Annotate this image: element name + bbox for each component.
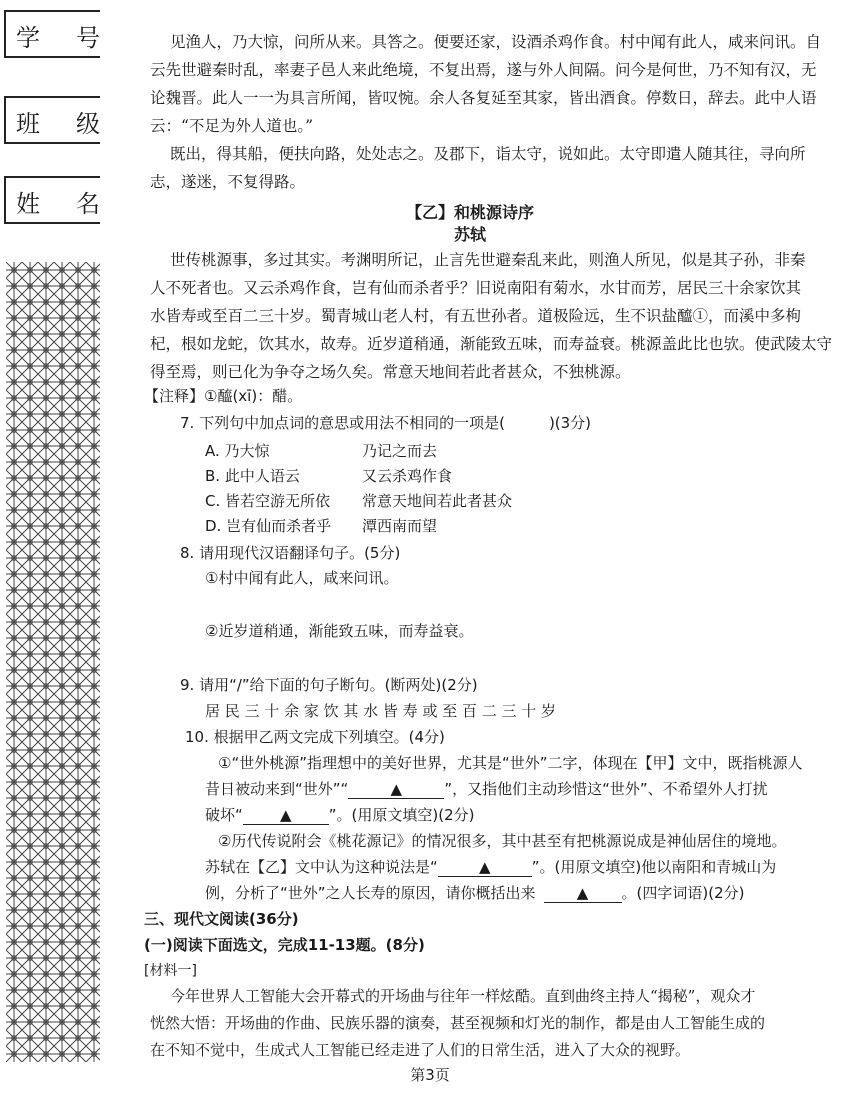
field-label: 姓 <box>16 190 40 218</box>
q8-sentence-2: ②近岁道稍通，渐能致五味，而寿益衰。 <box>205 622 474 640</box>
seal-pattern <box>6 262 100 1062</box>
jia-line: 既出，得其船，便扶向路，处处志之。及郡下，诣太守，说如此。太守即遣人随其往，寻向所 <box>170 145 806 163</box>
text-segment: ”，又指他们主动珍惜这“世外”、不希望外人打扰 <box>444 780 768 798</box>
yi-line: 杞，根如龙蛇，饮其水，故寿。近岁道稍通，渐能致五味，而寿益衰。桃源盖此比也欤。使武陵太守 <box>150 335 833 353</box>
field-label: 级 <box>76 110 100 138</box>
text-segment: ”。(用原文填空)(2分) <box>328 806 475 824</box>
page-number: 第3页 <box>410 1066 450 1084</box>
jia-line: 云：“不足为外人道也。” <box>150 117 314 135</box>
section3-title: 三、现代文阅读(36分) <box>144 910 299 928</box>
field-label: 班 <box>16 110 40 138</box>
q8-sentence-1: ①村中闻有此人，咸来问讯。 <box>205 569 399 587</box>
yi-line: 得至焉，则已化为争夺之场久矣。常意天地间若此者甚众，不独桃源。 <box>150 363 631 381</box>
yi-line: 人不死者也。又云杀鸡作食，岂有仙而杀者乎？旧说南阳有菊水，水甘而芳，居民三十余家饮其 <box>150 279 802 297</box>
material-line: 在不知不觉中，生成式人工智能已经走进了人们的日常生活，进入了大众的视野。 <box>150 1041 691 1059</box>
yi-title: 【乙】和桃源诗序 <box>405 203 534 222</box>
q7-option-c: C. 皆若空游无所依 <box>205 492 331 510</box>
q7-stem <box>180 412 591 433</box>
q10-p2-line2 <box>205 856 776 877</box>
q7-option-b: B. 此中人语云 <box>205 467 300 485</box>
material-line: 今年世界人工智能大会开幕式的开场曲与往年一样炫酷。直到曲终主持人“揭秘”，观众才 <box>170 987 756 1005</box>
jia-line: 云先世避秦时乱，率妻子邑人来此绝境，不复出焉，遂与外人间隔。问今是何世，乃不知有汉，无 <box>150 61 817 79</box>
q10-p1-line3 <box>205 804 475 825</box>
q7-stem-text: 7. 下列句中加点词的意思或用法不相同的一项是( <box>180 414 505 432</box>
binding-margin <box>0 0 100 1103</box>
q8-stem: 8. 请用现代汉语翻译句子。(5分) <box>180 544 401 562</box>
text-segment: 昔日被动来到“世外”“ <box>205 780 349 798</box>
annotation-note: 【注释】①醯(xī)：醋。 <box>144 387 303 405</box>
text-segment: ”。(用原文填空)他以南阳和青城山为 <box>531 858 777 876</box>
class-field <box>4 96 100 144</box>
material-line: 恍然大悟：开场曲的作曲、民族乐器的演奏，甚至视频和灯光的制作，都是由人工智能生成的 <box>150 1014 766 1032</box>
q9-sentence[interactable]: 居 民 三 十 余 家 饮 其 水 皆 寿 或 至 百 二 三 十 岁 <box>205 702 557 720</box>
field-label: 学 <box>16 24 40 52</box>
answer-blank[interactable]: ▲ <box>438 858 532 877</box>
q7-option-a-pair: 乃记之而去 <box>362 442 438 460</box>
q7-option-a: A. 乃大惊 <box>205 442 270 460</box>
q10-stem: 10. 根据甲乙两文完成下列填空。(4分) <box>185 728 445 746</box>
text-segment: 苏轼在【乙】文中认为这种说法是“ <box>205 858 438 876</box>
jia-line: 志，遂迷，不复得路。 <box>150 173 306 191</box>
field-label: 名 <box>76 190 100 218</box>
q10-p1-line1: ①“世外桃源”指理想中的美好世界，尤其是“世外”二字，体现在【甲】文中，既指桃源人 <box>218 754 803 772</box>
text-segment: 例，分析了“世外”之人长寿的原因，请你概括出来 <box>205 884 536 902</box>
q9-stem: 9. 请用“/”给下面的句子断句。(断两处)(2分) <box>180 676 478 694</box>
jia-line: 见渔人，乃大惊，问所从来。具答之。便要还家，设酒杀鸡作食。村中闻有此人，咸来问讯。自 <box>170 33 822 51</box>
answer-blank[interactable]: ▲ <box>544 884 622 903</box>
yi-line: 水皆寿或至百二三十岁。蜀青城山老人村，有五世孙者。道极险远，生不识盐醯①，而溪中多枸 <box>150 307 802 325</box>
text-segment: 。(四字词语)(2分) <box>621 884 745 902</box>
yi-line: 世传桃源事，多过其实。考渊明所记，止言先世避秦乱来此，则渔人所见，似是其子孙，非秦 <box>170 251 806 269</box>
name-field <box>4 176 100 224</box>
answer-blank[interactable]: ▲ <box>243 806 329 825</box>
q7-option-c-pair: 常意天地间若此者甚众 <box>362 492 513 510</box>
q7-option-d-pair: 潭西南而望 <box>362 517 438 535</box>
answer-blank[interactable]: ▲ <box>348 780 444 799</box>
q7-stem-end: )(3分) <box>548 414 592 432</box>
q10-p2-line1: ②历代传说附会《桃花源记》的情况很多，其中甚至有把桃源说成是神仙居住的境地。 <box>218 832 787 850</box>
text-segment: 破坏“ <box>205 806 243 824</box>
material-label: [材料一] <box>144 963 197 979</box>
q7-option-d: D. 岂有仙而杀者乎 <box>205 517 332 535</box>
q7-option-b-pair: 又云杀鸡作食 <box>362 467 453 485</box>
yi-author: 苏轼 <box>453 225 486 244</box>
student-id-field <box>4 10 100 58</box>
q10-p1-line2 <box>205 778 768 799</box>
section3-subtitle: (一)阅读下面选文，完成11-13题。(8分) <box>144 936 425 954</box>
q10-p2-line3 <box>205 882 745 903</box>
jia-line: 论魏晋。此人一一为具言所闻，皆叹惋。余人各复延至其家，皆出酒食。停数日，辞去。此中人语 <box>150 89 817 107</box>
field-label: 号 <box>76 24 100 52</box>
